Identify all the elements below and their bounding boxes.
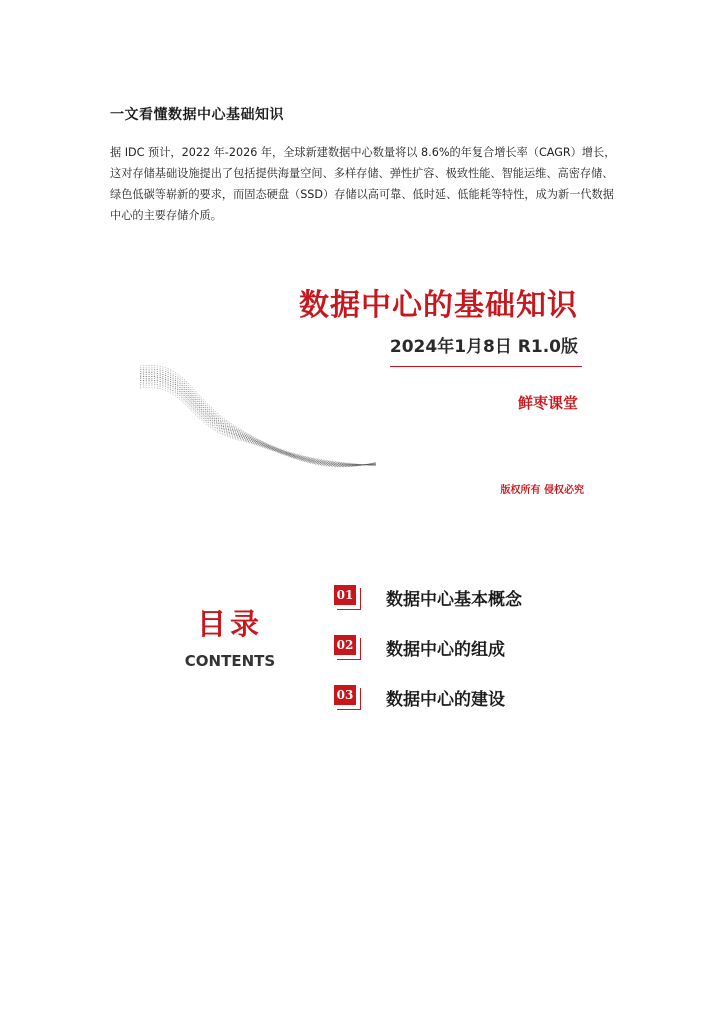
- toc-item: [334, 582, 594, 632]
- toc-heading: [180, 604, 280, 672]
- toc-item: [334, 632, 594, 682]
- cover-brand: 鲜枣课堂: [517, 394, 578, 412]
- toc-number-badge: [334, 585, 360, 609]
- toc-number: 02: [334, 635, 356, 655]
- article-title: 一文看懂数据中心基础知识: [110, 107, 284, 123]
- toc-number-badge: [334, 635, 360, 659]
- cover-page-image: [110, 262, 610, 522]
- wave-strand: [140, 371, 376, 465]
- cover-title: 数据中心的基础知识: [299, 288, 578, 323]
- cover-copyright: 版权所有 侵权必究: [500, 485, 584, 496]
- toc-list: [334, 582, 594, 732]
- wave-strand: [140, 369, 376, 465]
- wave-strand: [140, 378, 376, 465]
- cover-date-version: 2024年1月8日 R1.0版: [389, 337, 578, 357]
- toc-number: 03: [334, 685, 356, 705]
- toc-number: 01: [334, 585, 356, 605]
- wave-strand: [140, 387, 376, 467]
- toc-heading-en: CONTENTS: [184, 652, 276, 670]
- toc-item: [334, 682, 594, 732]
- wave-strand: [140, 382, 376, 466]
- abstract-wave-graphic: [118, 358, 382, 488]
- toc-heading-cn: 目录: [196, 607, 263, 641]
- cover-divider: [390, 366, 582, 367]
- toc-item-label: 数据中心基本概念: [386, 590, 522, 610]
- intro-paragraph: 据 IDC 预计，2022 年-2026 年，全球新建数据中心数量将以 8.6%的年复合增长率（CAGR）增长，这对存储基础设施提出了包括提供海量空间、多样存储、弹性扩容、极致性能、智能运维、高密存储、绿色低碳等崭新的要求，而固态硬盘（SSD）存储以高可靠、低时延、低能耗等特性，成为新一代数据中心的主要存储介质。: [110, 146, 616, 222]
- wave-strand: [140, 376, 376, 465]
- toc-number-badge: [334, 685, 360, 709]
- wave-strand: [140, 386, 376, 467]
- toc-item-label: 数据中心的组成: [386, 640, 505, 660]
- toc-item-label: 数据中心的建设: [386, 690, 505, 710]
- wave-strand: [140, 380, 376, 465]
